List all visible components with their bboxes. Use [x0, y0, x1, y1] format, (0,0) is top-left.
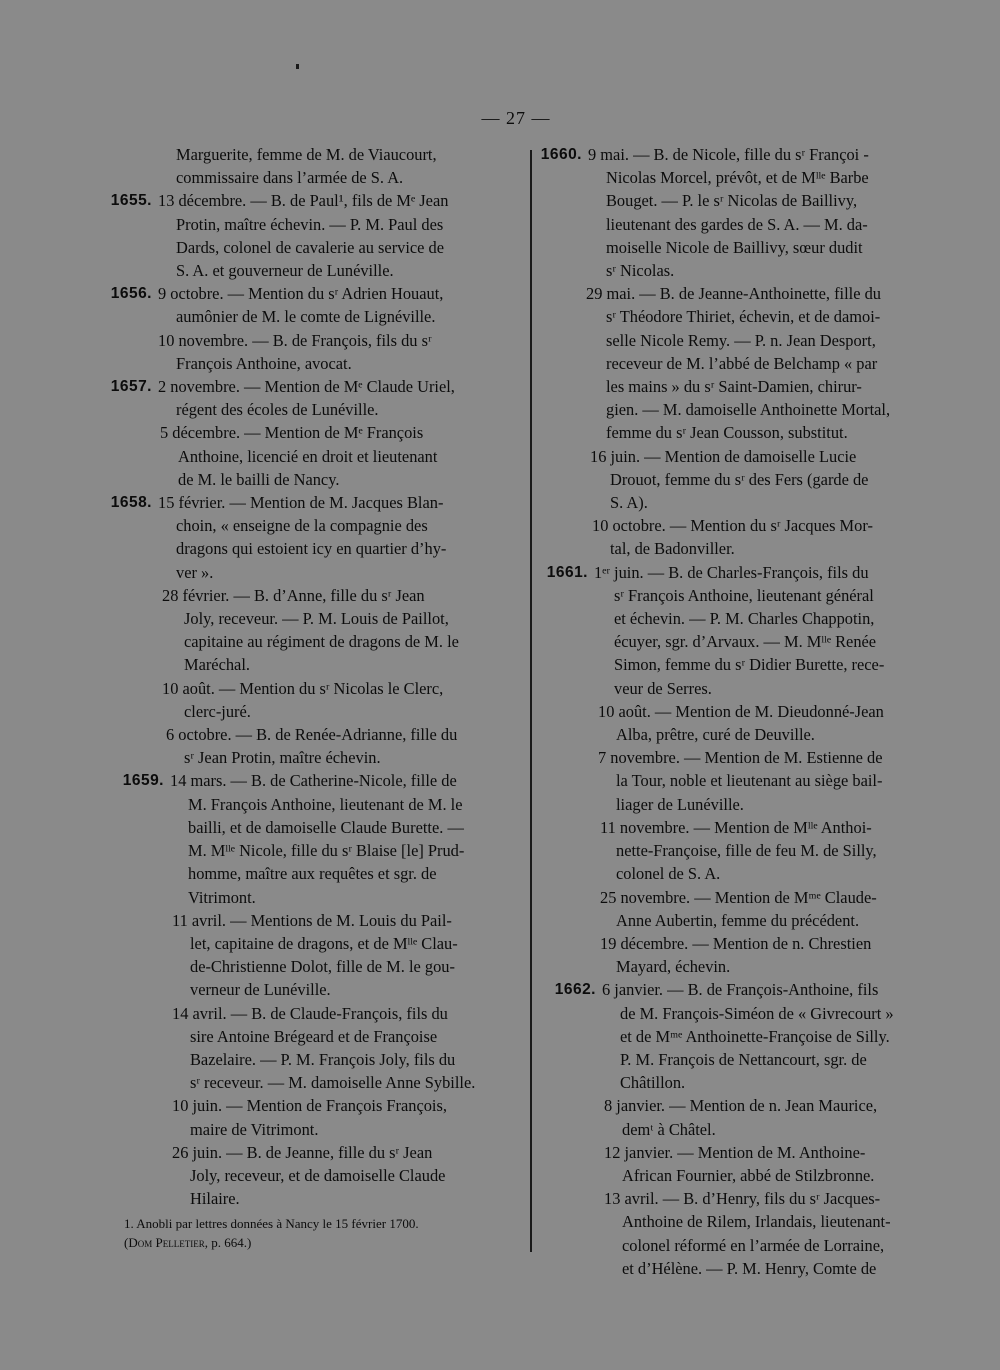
- register-entry: [526, 746, 952, 816]
- entry-line: M. François Anthoine, lieutenant de M. le: [188, 794, 463, 814]
- entry-line: demᵗ à Châtel.: [622, 1119, 716, 1139]
- entry-line: Hilaire.: [190, 1189, 240, 1209]
- entry-year: 1660.: [540, 146, 582, 163]
- entry-line: sʳ Jean Protin, maître échevin.: [184, 748, 381, 768]
- entry-line: Vitrimont.: [188, 887, 256, 907]
- entry-line: 19 décembre. — Mention de n. Chrestien: [600, 933, 872, 953]
- register-entry: [526, 1187, 952, 1280]
- entry-line: gien. — M. damoiselle Anthoinette Mortal,: [606, 400, 891, 420]
- register-entry: [96, 189, 522, 282]
- entry-line: 10 août. — Mention du sʳ Nicolas le Clerc,: [162, 678, 444, 698]
- entry-line: 10 août. — Mention de M. Dieudonné-Jean: [598, 701, 884, 721]
- entry-line: colonel de S. A.: [616, 864, 721, 884]
- entry-line: commissaire dans l’armée de S. A.: [176, 168, 404, 188]
- entry-line: Anthoine de Rilem, Irlandais, lieutenant-: [622, 1212, 891, 1232]
- entry-line: sʳ François Anthoine, lieutenant général: [614, 585, 874, 605]
- entry-line: de M. François-Siméon de « Givrecourt »: [620, 1003, 894, 1023]
- entry-line: Joly, receveur, et de damoiselle Claude: [190, 1165, 446, 1185]
- entry-line: dragons qui estoient icy en quartier d’hy-: [176, 539, 447, 559]
- entry-line: receveur de M. l’abbé de Belchamp « par: [606, 353, 878, 373]
- entry-line: tal, de Badonviller.: [610, 539, 735, 559]
- entry-line: 10 novembre. — B. de François, fils du sʳ: [158, 330, 432, 350]
- register-entry: [526, 445, 952, 515]
- register-entry: [96, 1094, 522, 1140]
- entry-line: aumônier de M. le comte de Lignéville.: [176, 307, 436, 327]
- footnote-author: Dom Pelletier: [128, 1235, 205, 1250]
- register-entry: [96, 421, 522, 491]
- entry-line: M. Mˡˡᵉ Nicole, fille du sʳ Blaise [le] Prud-: [188, 841, 465, 861]
- register-entry: [526, 561, 952, 700]
- register-entry: [526, 700, 952, 746]
- entry-line: 26 juin. — B. de Jeanne, fille du sʳ Jean: [172, 1142, 433, 1162]
- footnote-page-ref: , p. 664.): [204, 1235, 252, 1250]
- entry-line: clerc-juré.: [184, 701, 251, 721]
- register-entry: [96, 769, 522, 908]
- entry-line: Nicolas Morcel, prévôt, et de Mˡˡᵉ Barbe: [606, 168, 869, 188]
- entry-year: 1659.: [122, 772, 164, 790]
- entry-line: 2 novembre. — Mention de Mᵉ Claude Uriel,: [158, 377, 455, 397]
- entry-line: 5 décembre. — Mention de Mᵉ François: [160, 423, 424, 443]
- entry-line: liager de Lunéville.: [616, 794, 744, 814]
- entry-line: 13 avril. — B. d’Henry, fils du sʳ Jacques-: [604, 1189, 881, 1209]
- entry-line: 10 juin. — Mention de François François,: [172, 1096, 447, 1116]
- entry-line: sʳ receveur. — M. damoiselle Anne Sybille.: [190, 1073, 476, 1093]
- ink-speck: [296, 64, 299, 69]
- entry-line: 14 mars. — B. de Catherine-Nicole, fille de: [170, 771, 457, 791]
- register-entry: [96, 143, 522, 189]
- entry-line: moiselle Nicole de Baillivy, sœur dudit: [606, 237, 863, 257]
- register-entry: [96, 677, 522, 723]
- entry-line: 28 février. — B. d’Anne, fille du sʳ Jean: [162, 585, 425, 605]
- page-number: — 27 —: [481, 108, 551, 128]
- footnote-line-2: [124, 1233, 524, 1252]
- entry-line: 11 avril. — Mentions de M. Louis du Pail-: [172, 910, 452, 930]
- entry-line: Anne Aubertin, femme du précédent.: [616, 910, 860, 930]
- entry-line: S. A).: [610, 493, 648, 513]
- register-entry: [526, 514, 952, 560]
- register-entry: [526, 282, 952, 444]
- entry-line: 14 avril. — B. de Claude-François, fils du: [172, 1003, 448, 1023]
- entry-line: 15 février. — Mention de M. Jacques Blan-: [158, 493, 444, 513]
- register-entry: [96, 329, 522, 375]
- entry-line: 9 octobre. — Mention du sʳ Adrien Houaut,: [158, 284, 444, 304]
- entry-line: Bazelaire. — P. M. François Joly, fils du: [190, 1049, 456, 1069]
- entry-line: maire de Vitrimont.: [190, 1119, 319, 1139]
- entry-line: les mains » du sʳ Saint-Damien, chirur-: [606, 377, 862, 397]
- entry-line: colonel réformé en l’armée de Lorraine,: [622, 1235, 885, 1255]
- entry-line: Joly, receveur. — P. M. Louis de Paillot,: [184, 609, 449, 629]
- entry-line: let, capitaine de dragons, et de Mˡˡᵉ Clau-: [190, 933, 458, 953]
- entry-line: 11 novembre. — Mention de Mˡˡᵉ Anthoi-: [600, 817, 872, 837]
- entry-line: lieutenant des gardes de S. A. — M. da-: [606, 214, 868, 234]
- register-entry: [526, 143, 952, 282]
- register-entry: [96, 1002, 522, 1095]
- entry-line: et de Mᵐᵉ Anthoinette-Françoise de Silly.: [620, 1026, 890, 1046]
- right-column: [526, 143, 952, 1280]
- entry-line: nette-Françoise, fille de feu M. de Silly,: [616, 841, 877, 861]
- entry-line: Maréchal.: [184, 655, 250, 675]
- entry-line: sire Antoine Brégeard et de Françoise: [190, 1026, 438, 1046]
- register-entry: [526, 1141, 952, 1187]
- left-column: [96, 143, 522, 1210]
- entry-line: 29 mai. — B. de Jeanne-Anthoinette, fille du: [586, 284, 881, 304]
- entry-year: 1657.: [110, 378, 152, 396]
- entry-line: de-Christienne Dolot, fille de M. le gou-: [190, 957, 455, 977]
- register-entry: [96, 584, 522, 677]
- register-entry: [96, 375, 522, 421]
- entry-line: 9 mai. — B. de Nicole, fille du sʳ Françoi -: [588, 145, 869, 164]
- entry-line: 6 octobre. — B. de Renée-Adrianne, fille du: [166, 725, 458, 745]
- entry-year: 1658.: [110, 494, 152, 512]
- entry-line: et d’Hélène. — P. M. Henry, Comte de: [622, 1258, 877, 1278]
- footnote: [124, 1214, 524, 1252]
- entry-line: verneur de Lunéville.: [190, 980, 331, 1000]
- entry-line: selle Nicole Remy. — P. n. Jean Desport,: [606, 330, 876, 350]
- entry-line: Marguerite, femme de M. de Viaucourt,: [176, 145, 437, 164]
- entry-line: Drouot, femme du sʳ des Fers (garde de: [610, 469, 869, 489]
- entry-line: homme, maître aux requêtes et sgr. de: [188, 864, 437, 884]
- entry-line: Simon, femme du sʳ Didier Burette, rece-: [614, 655, 885, 675]
- entry-line: Châtillon.: [620, 1073, 686, 1093]
- entry-line: capitaine au régiment de dragons de M. le: [184, 632, 459, 652]
- register-entry: [526, 932, 952, 978]
- entry-line: écuyer, sgr. d’Arvaux. — M. Mˡˡᵉ Renée: [614, 632, 877, 652]
- entry-line: Protin, maître échevin. — P. M. Paul des: [176, 214, 444, 234]
- entry-year: 1661.: [546, 563, 588, 581]
- register-entry: [526, 978, 952, 1094]
- entry-year: 1655.: [110, 192, 152, 210]
- entry-line: bailli, et de damoiselle Claude Burette. —: [188, 817, 464, 837]
- entry-line: 7 novembre. — Mention de M. Estienne de: [598, 748, 883, 768]
- footnote-open-paren: (: [124, 1235, 129, 1250]
- entry-line: 12 janvier. — Mention de M. Anthoine-: [604, 1142, 866, 1162]
- entry-line: P. M. François de Nettancourt, sgr. de: [620, 1049, 867, 1069]
- register-entry: [96, 282, 522, 328]
- entry-year: 1662.: [554, 981, 596, 999]
- entry-line: 10 octobre. — Mention du sʳ Jacques Mor-: [592, 516, 873, 536]
- register-entry: [526, 816, 952, 886]
- entry-line: sʳ Nicolas.: [606, 261, 675, 281]
- entry-line: femme du sʳ Jean Cousson, substitut.: [606, 423, 848, 443]
- entry-line: Dards, colonel de cavalerie au service de: [176, 237, 445, 257]
- entry-line: Bouget. — P. le sʳ Nicolas de Baillivy,: [606, 191, 858, 211]
- entry-line: régent des écoles de Lunéville.: [176, 400, 379, 420]
- entry-line: et échevin. — P. M. Charles Chappotin,: [614, 609, 875, 629]
- footnote-line-1: 1. Anobli par lettres données à Nancy le 15 février 1700.: [124, 1216, 419, 1231]
- entry-year: 1656.: [110, 285, 152, 303]
- entry-line: François Anthoine, avocat.: [176, 353, 352, 373]
- register-entry: [526, 886, 952, 932]
- entry-line: la Tour, noble et lieutenant au siège bail-: [616, 771, 883, 791]
- entry-line: de M. le bailli de Nancy.: [178, 469, 340, 489]
- register-entry: [96, 1141, 522, 1211]
- register-entry: [96, 723, 522, 769]
- entry-line: S. A. et gouverneur de Lunéville.: [176, 261, 394, 281]
- entry-line: Mayard, échevin.: [616, 957, 731, 977]
- entry-line: 16 juin. — Mention de damoiselle Lucie: [590, 446, 857, 466]
- register-entry: [96, 491, 522, 584]
- entry-line: ver ».: [176, 562, 214, 582]
- entry-line: 1ᵉʳ juin. — B. de Charles-François, fils du: [594, 562, 869, 582]
- entry-line: 6 janvier. — B. de François-Anthoine, fils: [602, 980, 879, 1000]
- register-entry: [526, 1094, 952, 1140]
- entry-line: choin, « enseigne de la compagnie des: [176, 516, 428, 536]
- entry-line: veur de Serres.: [614, 678, 712, 698]
- entry-line: Anthoine, licencié en droit et lieutenant: [178, 446, 438, 466]
- entry-line: 8 janvier. — Mention de n. Jean Maurice,: [604, 1096, 878, 1116]
- register-entry: [96, 909, 522, 1002]
- entry-line: African Fournier, abbé de Stilzbronne.: [622, 1165, 875, 1185]
- entry-line: Alba, prêtre, curé de Deuville.: [616, 725, 815, 745]
- entry-line: sʳ Théodore Thiriet, échevin, et de damoi-: [606, 307, 881, 327]
- entry-line: 13 décembre. — B. de Paul¹, fils de Mᵉ Jean: [158, 191, 449, 211]
- entry-line: 25 novembre. — Mention de Mᵐᵉ Claude-: [600, 887, 877, 907]
